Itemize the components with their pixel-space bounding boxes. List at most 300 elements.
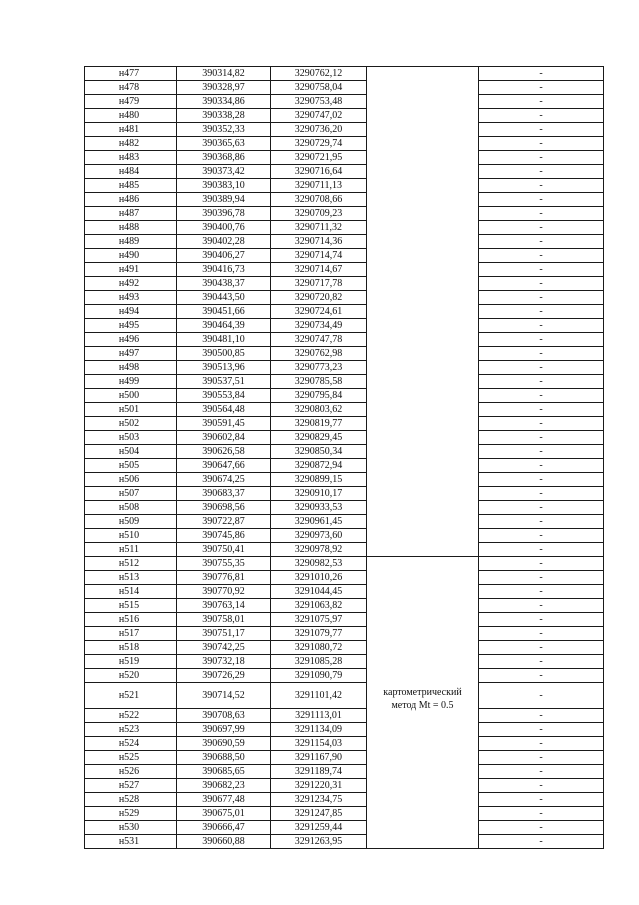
method-cell	[367, 221, 479, 235]
y-coordinate-cell: 3290910,17	[271, 487, 367, 501]
x-coordinate-cell: 390660,88	[177, 835, 271, 849]
point-id-cell: н490	[85, 249, 177, 263]
point-id-cell: н505	[85, 459, 177, 473]
point-id-cell: н489	[85, 235, 177, 249]
method-cell	[367, 835, 479, 849]
y-coordinate-cell: 3291101,42	[271, 683, 367, 709]
table-row	[85, 793, 604, 807]
note-cell: -	[479, 571, 604, 585]
note-cell: -	[479, 417, 604, 431]
x-coordinate-cell: 390763,14	[177, 599, 271, 613]
y-coordinate-cell: 3291113,01	[271, 709, 367, 723]
method-cell	[367, 81, 479, 95]
table-row	[85, 347, 604, 361]
table-row	[85, 417, 604, 431]
point-id-cell: н520	[85, 669, 177, 683]
table-row	[85, 737, 604, 751]
x-coordinate-cell: 390438,37	[177, 277, 271, 291]
y-coordinate-cell: 3291085,28	[271, 655, 367, 669]
y-coordinate-cell: 3291075,97	[271, 613, 367, 627]
table-row	[85, 501, 604, 515]
method-cell	[367, 347, 479, 361]
x-coordinate-cell: 390674,25	[177, 473, 271, 487]
method-label: картометрический	[383, 686, 462, 698]
note-cell: -	[479, 151, 604, 165]
coordinates-table	[84, 66, 604, 849]
method-cell	[367, 249, 479, 263]
note-cell: -	[479, 723, 604, 737]
y-coordinate-cell: 3291247,85	[271, 807, 367, 821]
method-cell	[367, 821, 479, 835]
point-id-cell: н504	[85, 445, 177, 459]
x-coordinate-cell: 390770,92	[177, 585, 271, 599]
method-cell	[367, 417, 479, 431]
note-cell: -	[479, 793, 604, 807]
table-row	[85, 765, 604, 779]
note-cell: -	[479, 459, 604, 473]
point-id-cell: н499	[85, 375, 177, 389]
y-coordinate-cell: 3291263,95	[271, 835, 367, 849]
point-id-cell: н480	[85, 109, 177, 123]
method-cell	[367, 585, 479, 599]
y-coordinate-cell: 3290714,36	[271, 235, 367, 249]
y-coordinate-cell: 3290978,92	[271, 543, 367, 557]
method-cell	[367, 765, 479, 779]
method-cell	[367, 557, 479, 571]
note-cell: -	[479, 319, 604, 333]
method-cell	[367, 793, 479, 807]
method-cell	[367, 737, 479, 751]
note-cell: -	[479, 669, 604, 683]
method-cell	[367, 613, 479, 627]
table-row	[85, 193, 604, 207]
point-id-cell: н517	[85, 627, 177, 641]
x-coordinate-cell: 390708,63	[177, 709, 271, 723]
table-row	[85, 835, 604, 849]
table-row	[85, 779, 604, 793]
point-id-cell: н484	[85, 165, 177, 179]
x-coordinate-cell: 390722,87	[177, 515, 271, 529]
y-coordinate-cell: 3290961,45	[271, 515, 367, 529]
method-cell	[367, 151, 479, 165]
method-cell	[367, 543, 479, 557]
note-cell: -	[479, 67, 604, 81]
table-row	[85, 515, 604, 529]
point-id-cell: н531	[85, 835, 177, 849]
point-id-cell: н519	[85, 655, 177, 669]
method-cell	[367, 431, 479, 445]
y-coordinate-cell: 3290747,78	[271, 333, 367, 347]
x-coordinate-cell: 390682,23	[177, 779, 271, 793]
point-id-cell: н508	[85, 501, 177, 515]
y-coordinate-cell: 3290758,04	[271, 81, 367, 95]
note-cell: -	[479, 779, 604, 793]
point-id-cell: н502	[85, 417, 177, 431]
note-cell: -	[479, 291, 604, 305]
method-cell	[367, 109, 479, 123]
y-coordinate-cell: 3290709,23	[271, 207, 367, 221]
method-cell	[367, 319, 479, 333]
table-row	[85, 221, 604, 235]
y-coordinate-cell: 3291010,26	[271, 571, 367, 585]
point-id-cell: н523	[85, 723, 177, 737]
x-coordinate-cell: 390647,66	[177, 459, 271, 473]
table-row	[85, 263, 604, 277]
method-cell	[367, 333, 479, 347]
note-cell: -	[479, 543, 604, 557]
table-row	[85, 165, 604, 179]
table-row	[85, 319, 604, 333]
method-cell	[367, 123, 479, 137]
table-row	[85, 249, 604, 263]
y-coordinate-cell: 3290714,67	[271, 263, 367, 277]
note-cell: -	[479, 709, 604, 723]
note-cell: -	[479, 375, 604, 389]
note-cell: -	[479, 109, 604, 123]
x-coordinate-cell: 390726,29	[177, 669, 271, 683]
table-row	[85, 613, 604, 627]
x-coordinate-cell: 390758,01	[177, 613, 271, 627]
note-cell: -	[479, 305, 604, 319]
x-coordinate-cell: 390742,25	[177, 641, 271, 655]
y-coordinate-cell: 3291189,74	[271, 765, 367, 779]
x-coordinate-cell: 390688,50	[177, 751, 271, 765]
y-coordinate-cell: 3290899,15	[271, 473, 367, 487]
note-cell: -	[479, 807, 604, 821]
table-row	[85, 723, 604, 737]
point-id-cell: н507	[85, 487, 177, 501]
y-coordinate-cell: 3290785,58	[271, 375, 367, 389]
y-coordinate-cell: 3290711,13	[271, 179, 367, 193]
y-coordinate-cell: 3290829,45	[271, 431, 367, 445]
method-cell	[367, 193, 479, 207]
x-coordinate-cell: 390677,48	[177, 793, 271, 807]
table-row	[85, 529, 604, 543]
x-coordinate-cell: 390328,97	[177, 81, 271, 95]
table-row	[85, 599, 604, 613]
method-cell	[367, 235, 479, 249]
y-coordinate-cell: 3290795,84	[271, 389, 367, 403]
method-cell	[367, 641, 479, 655]
table-row	[85, 473, 604, 487]
x-coordinate-cell: 390564,48	[177, 403, 271, 417]
x-coordinate-cell: 390314,82	[177, 67, 271, 81]
x-coordinate-cell: 390683,37	[177, 487, 271, 501]
y-coordinate-cell: 3290762,12	[271, 67, 367, 81]
method-cell	[367, 389, 479, 403]
table-row	[85, 751, 604, 765]
table-row	[85, 445, 604, 459]
note-cell: -	[479, 529, 604, 543]
point-id-cell: н506	[85, 473, 177, 487]
table-row	[85, 403, 604, 417]
note-cell: -	[479, 501, 604, 515]
note-cell: -	[479, 221, 604, 235]
point-id-cell: н503	[85, 431, 177, 445]
x-coordinate-cell: 390365,63	[177, 137, 271, 151]
method-cell	[367, 473, 479, 487]
y-coordinate-cell: 3290803,62	[271, 403, 367, 417]
note-cell: -	[479, 95, 604, 109]
point-id-cell: н515	[85, 599, 177, 613]
method-cell	[367, 277, 479, 291]
x-coordinate-cell: 390553,84	[177, 389, 271, 403]
point-id-cell: н501	[85, 403, 177, 417]
x-coordinate-cell: 390481,10	[177, 333, 271, 347]
table-row	[85, 375, 604, 389]
point-id-cell: н487	[85, 207, 177, 221]
x-coordinate-cell: 390513,96	[177, 361, 271, 375]
note-cell: -	[479, 249, 604, 263]
point-id-cell: н530	[85, 821, 177, 835]
y-coordinate-cell: 3290734,49	[271, 319, 367, 333]
method-cell	[367, 723, 479, 737]
note-cell: -	[479, 361, 604, 375]
table-row	[85, 123, 604, 137]
note-cell: -	[479, 179, 604, 193]
note-cell: -	[479, 821, 604, 835]
method-cell	[367, 207, 479, 221]
x-coordinate-cell: 390591,45	[177, 417, 271, 431]
note-cell: -	[479, 403, 604, 417]
x-coordinate-cell: 390406,27	[177, 249, 271, 263]
point-id-cell: н497	[85, 347, 177, 361]
y-coordinate-cell: 3291154,03	[271, 737, 367, 751]
point-id-cell: н481	[85, 123, 177, 137]
method-cell	[367, 599, 479, 613]
x-coordinate-cell: 390396,78	[177, 207, 271, 221]
table-row	[85, 305, 604, 319]
table-row	[85, 151, 604, 165]
note-cell: -	[479, 515, 604, 529]
method-cell	[367, 501, 479, 515]
method-cell	[367, 529, 479, 543]
y-coordinate-cell: 3290721,95	[271, 151, 367, 165]
point-id-cell: н509	[85, 515, 177, 529]
y-coordinate-cell: 3290819,77	[271, 417, 367, 431]
y-coordinate-cell: 3290736,20	[271, 123, 367, 137]
point-id-cell: н496	[85, 333, 177, 347]
note-cell: -	[479, 737, 604, 751]
y-coordinate-cell: 3290747,02	[271, 109, 367, 123]
method-cell	[367, 655, 479, 669]
point-id-cell: н491	[85, 263, 177, 277]
point-id-cell: н522	[85, 709, 177, 723]
method-cell	[367, 459, 479, 473]
y-coordinate-cell: 3291090,79	[271, 669, 367, 683]
point-id-cell: н479	[85, 95, 177, 109]
note-cell: -	[479, 627, 604, 641]
method-cell	[367, 291, 479, 305]
table-row	[85, 641, 604, 655]
note-cell: -	[479, 137, 604, 151]
note-cell: -	[479, 585, 604, 599]
table-row	[85, 585, 604, 599]
x-coordinate-cell: 390373,42	[177, 165, 271, 179]
point-id-cell: н510	[85, 529, 177, 543]
method-cell	[367, 137, 479, 151]
point-id-cell: н524	[85, 737, 177, 751]
y-coordinate-cell: 3291044,45	[271, 585, 367, 599]
point-id-cell: н514	[85, 585, 177, 599]
method-cell	[367, 95, 479, 109]
point-id-cell: н527	[85, 779, 177, 793]
table-row	[85, 557, 604, 571]
note-cell: -	[479, 389, 604, 403]
x-coordinate-cell: 390776,81	[177, 571, 271, 585]
method-cell	[367, 487, 479, 501]
x-coordinate-cell: 390698,56	[177, 501, 271, 515]
y-coordinate-cell: 3290850,34	[271, 445, 367, 459]
table-row	[85, 389, 604, 403]
y-coordinate-cell: 3290729,74	[271, 137, 367, 151]
note-cell: -	[479, 835, 604, 849]
y-coordinate-cell: 3290714,74	[271, 249, 367, 263]
note-cell: -	[479, 683, 604, 709]
x-coordinate-cell: 390402,28	[177, 235, 271, 249]
note-cell: -	[479, 165, 604, 179]
table-row	[85, 95, 604, 109]
table-row	[85, 207, 604, 221]
x-coordinate-cell: 390451,66	[177, 305, 271, 319]
method-cell	[367, 445, 479, 459]
method-cell	[367, 751, 479, 765]
y-coordinate-cell: 3290717,78	[271, 277, 367, 291]
method-cell	[367, 263, 479, 277]
point-id-cell: н494	[85, 305, 177, 319]
x-coordinate-cell: 390537,51	[177, 375, 271, 389]
note-cell: -	[479, 599, 604, 613]
method-accuracy: метод Mt = 0.5	[391, 699, 454, 711]
x-coordinate-cell: 390416,73	[177, 263, 271, 277]
point-id-cell: н498	[85, 361, 177, 375]
table-row	[85, 67, 604, 81]
y-coordinate-cell: 3291220,31	[271, 779, 367, 793]
x-coordinate-cell: 390338,28	[177, 109, 271, 123]
x-coordinate-cell: 390400,76	[177, 221, 271, 235]
table-row	[85, 459, 604, 473]
y-coordinate-cell: 3290708,66	[271, 193, 367, 207]
note-cell: -	[479, 765, 604, 779]
note-cell: -	[479, 655, 604, 669]
note-cell: -	[479, 557, 604, 571]
y-coordinate-cell: 3290973,60	[271, 529, 367, 543]
method-cell	[367, 571, 479, 585]
method-cell	[367, 305, 479, 319]
table-row	[85, 807, 604, 821]
y-coordinate-cell: 3290933,53	[271, 501, 367, 515]
x-coordinate-cell: 390714,52	[177, 683, 271, 709]
y-coordinate-cell: 3290711,32	[271, 221, 367, 235]
x-coordinate-cell: 390751,17	[177, 627, 271, 641]
table-row	[85, 291, 604, 305]
x-coordinate-cell: 390383,10	[177, 179, 271, 193]
note-cell: -	[479, 445, 604, 459]
note-cell: -	[479, 193, 604, 207]
point-id-cell: н488	[85, 221, 177, 235]
point-id-cell: н521	[85, 683, 177, 709]
y-coordinate-cell: 3290716,64	[271, 165, 367, 179]
point-id-cell: н511	[85, 543, 177, 557]
y-coordinate-cell: 3290872,94	[271, 459, 367, 473]
table-row	[85, 431, 604, 445]
method-cell	[367, 375, 479, 389]
note-cell: -	[479, 123, 604, 137]
table-row	[85, 571, 604, 585]
method-cell	[367, 669, 479, 683]
y-coordinate-cell: 3291234,75	[271, 793, 367, 807]
method-cell	[367, 683, 479, 709]
table-row	[85, 669, 604, 683]
table-row	[85, 821, 604, 835]
method-cell	[367, 179, 479, 193]
note-cell: -	[479, 207, 604, 221]
note-cell: -	[479, 641, 604, 655]
x-coordinate-cell: 390745,86	[177, 529, 271, 543]
x-coordinate-cell: 390500,85	[177, 347, 271, 361]
table-row	[85, 543, 604, 557]
point-id-cell: н492	[85, 277, 177, 291]
point-id-cell: н486	[85, 193, 177, 207]
method-cell	[367, 627, 479, 641]
method-cell	[367, 515, 479, 529]
table-row	[85, 487, 604, 501]
method-cell	[367, 67, 479, 81]
table-row	[85, 709, 604, 723]
table-row	[85, 235, 604, 249]
x-coordinate-cell: 390443,50	[177, 291, 271, 305]
point-id-cell: н518	[85, 641, 177, 655]
x-coordinate-cell: 390602,84	[177, 431, 271, 445]
point-id-cell: н529	[85, 807, 177, 821]
y-coordinate-cell: 3290724,61	[271, 305, 367, 319]
x-coordinate-cell: 390464,39	[177, 319, 271, 333]
point-id-cell: н525	[85, 751, 177, 765]
table-row	[85, 81, 604, 95]
y-coordinate-cell: 3290753,48	[271, 95, 367, 109]
point-id-cell: н495	[85, 319, 177, 333]
x-coordinate-cell: 390750,41	[177, 543, 271, 557]
x-coordinate-cell: 390675,01	[177, 807, 271, 821]
point-id-cell: н512	[85, 557, 177, 571]
note-cell: -	[479, 277, 604, 291]
x-coordinate-cell: 390755,35	[177, 557, 271, 571]
x-coordinate-cell: 390389,94	[177, 193, 271, 207]
table-row	[85, 333, 604, 347]
table-row	[85, 277, 604, 291]
method-cell	[367, 779, 479, 793]
y-coordinate-cell: 3291079,77	[271, 627, 367, 641]
method-cell	[367, 165, 479, 179]
point-id-cell: н516	[85, 613, 177, 627]
x-coordinate-cell: 390685,65	[177, 765, 271, 779]
y-coordinate-cell: 3290773,23	[271, 361, 367, 375]
note-cell: -	[479, 751, 604, 765]
x-coordinate-cell: 390732,18	[177, 655, 271, 669]
method-cell	[367, 807, 479, 821]
note-cell: -	[479, 487, 604, 501]
point-id-cell: н513	[85, 571, 177, 585]
y-coordinate-cell: 3291259,44	[271, 821, 367, 835]
y-coordinate-cell: 3291167,90	[271, 751, 367, 765]
point-id-cell: н483	[85, 151, 177, 165]
table-row	[85, 179, 604, 193]
x-coordinate-cell: 390352,33	[177, 123, 271, 137]
point-id-cell: н500	[85, 389, 177, 403]
note-cell: -	[479, 81, 604, 95]
x-coordinate-cell: 390666,47	[177, 821, 271, 835]
x-coordinate-cell: 390697,99	[177, 723, 271, 737]
